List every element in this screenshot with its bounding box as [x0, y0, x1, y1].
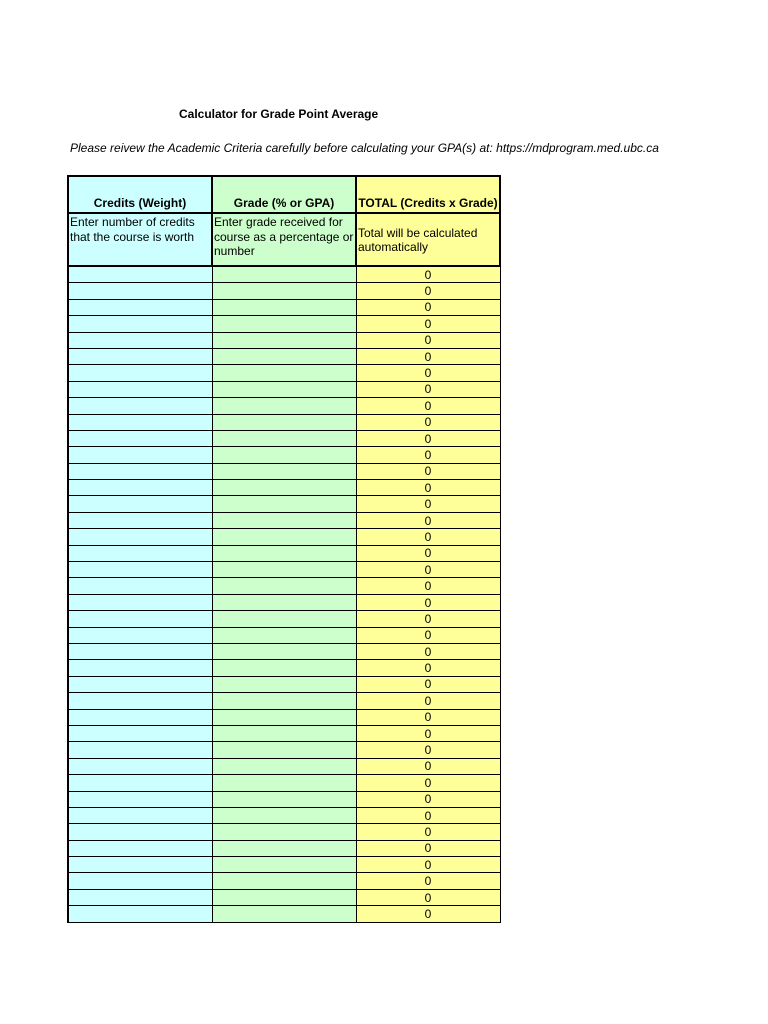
total-cell: 0 — [356, 398, 500, 414]
instructions-text: Please reivew the Academic Criteria carefully before calculating your GPA(s) at: https://mdprogram.med.ubc.ca — [70, 141, 659, 155]
grade-cell[interactable] — [212, 807, 356, 823]
total-cell: 0 — [356, 430, 500, 446]
table-row — [68, 299, 500, 315]
credits-cell[interactable] — [68, 889, 212, 905]
total-cell: 0 — [356, 496, 500, 512]
credits-cell[interactable] — [68, 775, 212, 791]
grade-cell[interactable] — [212, 430, 356, 446]
table-row — [68, 709, 500, 725]
credits-cell[interactable] — [68, 857, 212, 873]
grade-cell[interactable] — [212, 873, 356, 889]
grade-cell[interactable] — [212, 365, 356, 381]
credits-cell[interactable] — [68, 299, 212, 315]
credits-cell[interactable] — [68, 365, 212, 381]
total-cell: 0 — [356, 725, 500, 741]
header-total: TOTAL (Credits x Grade) — [356, 176, 500, 213]
table-row — [68, 742, 500, 758]
table-row — [68, 857, 500, 873]
grade-cell[interactable] — [212, 348, 356, 364]
credits-cell[interactable] — [68, 594, 212, 610]
total-cell: 0 — [356, 562, 500, 578]
total-cell: 0 — [356, 332, 500, 348]
table-row — [68, 725, 500, 741]
total-cell: 0 — [356, 447, 500, 463]
table-row — [68, 906, 500, 922]
table-row — [68, 365, 500, 381]
credits-cell[interactable] — [68, 758, 212, 774]
grade-cell[interactable] — [212, 725, 356, 741]
grade-cell[interactable] — [212, 693, 356, 709]
table-row — [68, 414, 500, 430]
table-row — [68, 447, 500, 463]
description-credits: Enter number of credits that the course is worth — [68, 213, 212, 266]
credits-cell[interactable] — [68, 725, 212, 741]
table-row — [68, 791, 500, 807]
total-cell: 0 — [356, 889, 500, 905]
total-cell: 0 — [356, 266, 500, 283]
grade-cell[interactable] — [212, 381, 356, 397]
credits-cell[interactable] — [68, 332, 212, 348]
credits-cell[interactable] — [68, 381, 212, 397]
total-cell: 0 — [356, 660, 500, 676]
grade-cell[interactable] — [212, 709, 356, 725]
table-row — [68, 496, 500, 512]
table-row — [68, 529, 500, 545]
description-row — [68, 213, 500, 266]
table-row — [68, 693, 500, 709]
header-row — [68, 176, 500, 213]
total-cell: 0 — [356, 512, 500, 528]
credits-cell[interactable] — [68, 562, 212, 578]
table-body — [68, 266, 500, 922]
table-row — [68, 594, 500, 610]
grade-cell[interactable] — [212, 332, 356, 348]
credits-cell[interactable] — [68, 266, 212, 283]
table-row — [68, 545, 500, 561]
grade-cell[interactable] — [212, 857, 356, 873]
grade-cell[interactable] — [212, 676, 356, 692]
credits-cell[interactable] — [68, 611, 212, 627]
credits-cell[interactable] — [68, 480, 212, 496]
total-cell: 0 — [356, 316, 500, 332]
total-cell: 0 — [356, 709, 500, 725]
total-cell: 0 — [356, 381, 500, 397]
description-grade: Enter grade received for course as a percentage or number — [212, 213, 356, 266]
total-cell: 0 — [356, 643, 500, 659]
grade-cell[interactable] — [212, 299, 356, 315]
grade-cell[interactable] — [212, 398, 356, 414]
grade-cell[interactable] — [212, 316, 356, 332]
grade-cell[interactable] — [212, 594, 356, 610]
credits-cell[interactable] — [68, 316, 212, 332]
total-cell: 0 — [356, 693, 500, 709]
page-title: Calculator for Grade Point Average — [179, 107, 379, 121]
grade-cell[interactable] — [212, 840, 356, 856]
grade-cell[interactable] — [212, 512, 356, 528]
total-cell: 0 — [356, 906, 500, 922]
grade-cell[interactable] — [212, 480, 356, 496]
credits-cell[interactable] — [68, 430, 212, 446]
grade-cell[interactable] — [212, 578, 356, 594]
total-cell: 0 — [356, 791, 500, 807]
grade-cell[interactable] — [212, 775, 356, 791]
credits-cell[interactable] — [68, 906, 212, 922]
grade-cell[interactable] — [212, 906, 356, 922]
credits-cell[interactable] — [68, 709, 212, 725]
description-total: Total will be calculated automatically — [356, 213, 500, 266]
total-cell: 0 — [356, 578, 500, 594]
table-row — [68, 348, 500, 364]
credits-cell[interactable] — [68, 840, 212, 856]
grade-cell[interactable] — [212, 529, 356, 545]
grade-cell[interactable] — [212, 496, 356, 512]
total-cell: 0 — [356, 807, 500, 823]
total-cell: 0 — [356, 529, 500, 545]
credits-cell[interactable] — [68, 627, 212, 643]
table-row — [68, 840, 500, 856]
table-row — [68, 627, 500, 643]
grade-cell[interactable] — [212, 266, 356, 283]
grade-cell[interactable] — [212, 447, 356, 463]
credits-cell[interactable] — [68, 660, 212, 676]
grade-cell[interactable] — [212, 611, 356, 627]
total-cell: 0 — [356, 627, 500, 643]
total-cell: 0 — [356, 545, 500, 561]
grade-cell[interactable] — [212, 283, 356, 299]
credits-cell[interactable] — [68, 283, 212, 299]
total-cell: 0 — [356, 414, 500, 430]
table-row — [68, 824, 500, 840]
credits-cell[interactable] — [68, 447, 212, 463]
credits-cell[interactable] — [68, 824, 212, 840]
total-cell: 0 — [356, 611, 500, 627]
total-cell: 0 — [356, 365, 500, 381]
table-row — [68, 316, 500, 332]
credits-cell[interactable] — [68, 693, 212, 709]
total-cell: 0 — [356, 480, 500, 496]
credits-cell[interactable] — [68, 791, 212, 807]
credits-cell[interactable] — [68, 398, 212, 414]
table-row — [68, 643, 500, 659]
credits-cell[interactable] — [68, 529, 212, 545]
table-row — [68, 480, 500, 496]
table-row — [68, 430, 500, 446]
credits-cell[interactable] — [68, 873, 212, 889]
credits-cell[interactable] — [68, 545, 212, 561]
credits-cell[interactable] — [68, 742, 212, 758]
grade-cell[interactable] — [212, 889, 356, 905]
table-row — [68, 463, 500, 479]
grade-cell[interactable] — [212, 824, 356, 840]
table-row — [68, 381, 500, 397]
total-cell: 0 — [356, 824, 500, 840]
total-cell: 0 — [356, 463, 500, 479]
table-row — [68, 398, 500, 414]
grade-cell[interactable] — [212, 660, 356, 676]
table-row — [68, 807, 500, 823]
total-cell: 0 — [356, 758, 500, 774]
grade-cell[interactable] — [212, 643, 356, 659]
credits-cell[interactable] — [68, 414, 212, 430]
grade-cell[interactable] — [212, 414, 356, 430]
table-row — [68, 889, 500, 905]
credits-cell[interactable] — [68, 512, 212, 528]
credits-cell[interactable] — [68, 463, 212, 479]
credits-cell[interactable] — [68, 643, 212, 659]
grade-cell[interactable] — [212, 627, 356, 643]
table-row — [68, 562, 500, 578]
table-row — [68, 873, 500, 889]
table-row — [68, 676, 500, 692]
total-cell: 0 — [356, 299, 500, 315]
grade-cell[interactable] — [212, 562, 356, 578]
total-cell: 0 — [356, 283, 500, 299]
table-row — [68, 332, 500, 348]
gpa-calculator-table — [67, 175, 501, 923]
credits-cell[interactable] — [68, 676, 212, 692]
total-cell: 0 — [356, 775, 500, 791]
credits-cell[interactable] — [68, 578, 212, 594]
table-row — [68, 283, 500, 299]
credits-cell[interactable] — [68, 807, 212, 823]
table-row — [68, 758, 500, 774]
grade-cell[interactable] — [212, 545, 356, 561]
table-row — [68, 611, 500, 627]
table-row — [68, 512, 500, 528]
table-row — [68, 660, 500, 676]
total-cell: 0 — [356, 594, 500, 610]
grade-cell[interactable] — [212, 742, 356, 758]
table-row — [68, 775, 500, 791]
total-cell: 0 — [356, 348, 500, 364]
header-credits: Credits (Weight) — [68, 176, 212, 213]
header-grade: Grade (% or GPA) — [212, 176, 356, 213]
table-row — [68, 578, 500, 594]
total-cell: 0 — [356, 873, 500, 889]
total-cell: 0 — [356, 676, 500, 692]
grade-cell[interactable] — [212, 791, 356, 807]
grade-cell[interactable] — [212, 463, 356, 479]
credits-cell[interactable] — [68, 496, 212, 512]
credits-cell[interactable] — [68, 348, 212, 364]
total-cell: 0 — [356, 840, 500, 856]
table-row — [68, 266, 500, 283]
total-cell: 0 — [356, 857, 500, 873]
grade-cell[interactable] — [212, 758, 356, 774]
total-cell: 0 — [356, 742, 500, 758]
